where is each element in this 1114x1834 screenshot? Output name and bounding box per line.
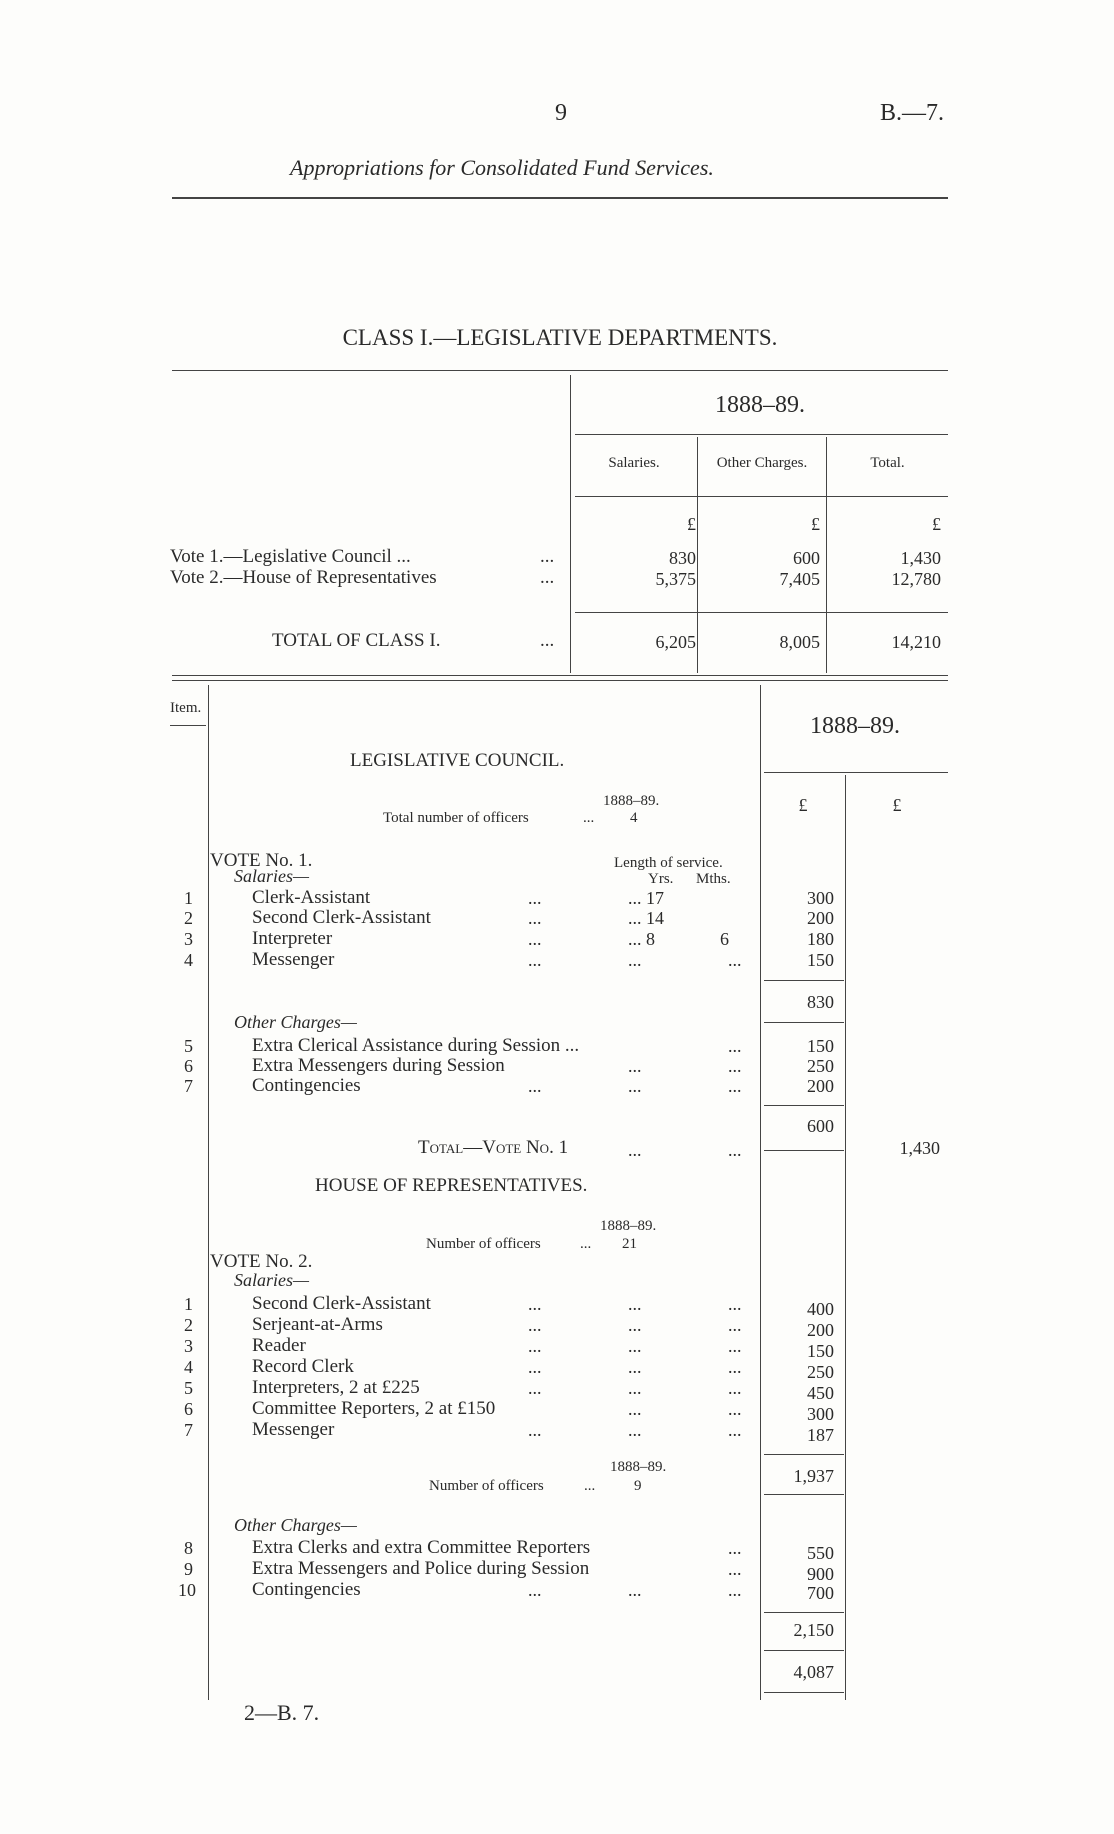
item-number: 9 (184, 1559, 193, 1579)
item-name: Extra Messengers and Police during Session (252, 1558, 590, 1579)
leader-dots: ... (528, 908, 542, 928)
leader-dots: ... (628, 1399, 642, 1419)
header-rule (172, 197, 948, 199)
leader-dots: ... (580, 1236, 592, 1252)
leader-dots: ... (628, 1140, 642, 1160)
leader-dots: ... (728, 1056, 742, 1076)
page-subtitle: Appropriations for Consolidated Fund Services. (290, 155, 714, 180)
total-value: 1,430 (900, 548, 941, 568)
other-charges-subtotal: 2,150 (793, 1620, 834, 1640)
leader-dots: ... (628, 1056, 642, 1076)
salaries-label: Salaries— (234, 866, 310, 886)
vote-label: VOTE No. 1. (210, 850, 313, 871)
currency-symbol: £ (892, 795, 902, 815)
leader-dots: ... (540, 567, 555, 588)
summary-year: 1888–89. (715, 392, 805, 418)
leader-dots: ... (528, 888, 542, 908)
col-salaries: Salaries. (608, 455, 660, 471)
officers-count: 9 (634, 1478, 642, 1494)
total-other-charges: 8,005 (779, 632, 820, 652)
subtotal-rule (764, 1105, 844, 1106)
leader-dots: ... (728, 1538, 742, 1558)
signature-footer: 2—B. 7. (244, 1700, 320, 1725)
other-charges-value: 600 (793, 548, 820, 568)
total-label: TOTAL OF CLASS I. (272, 630, 441, 651)
service-months: 6 (720, 929, 729, 949)
amount: 300 (807, 1404, 834, 1424)
item-name: Messenger (252, 1419, 335, 1440)
leader-dots: ... (540, 630, 555, 651)
item-number: 3 (184, 929, 193, 949)
leader-dots: ... (583, 810, 595, 826)
item-name: Record Clerk (252, 1356, 354, 1377)
item-name: Contingencies (252, 1579, 361, 1600)
item-name: Extra Messengers during Session (252, 1055, 505, 1076)
item-number: 1 (184, 1294, 193, 1314)
leader-dots: ... (528, 1315, 542, 1335)
officers-label: Number of officers (426, 1236, 541, 1252)
leader-dots: ... (540, 546, 555, 567)
item-name: Extra Clerical Assistance during Session ... (252, 1035, 580, 1056)
currency-symbol: £ (932, 514, 941, 534)
item-number: 6 (184, 1399, 193, 1419)
leader-dots: ... (528, 1294, 542, 1314)
subtotal-rule (764, 1494, 844, 1495)
yrs-label: Yrs. (648, 871, 674, 887)
officers-year: 1888–89. (603, 793, 660, 809)
currency-symbol: £ (811, 514, 820, 534)
other-charges-subtotal: 600 (807, 1116, 834, 1136)
amount: 180 (807, 929, 834, 949)
officers-year: 1888–89. (600, 1218, 657, 1234)
leader-dots: ... (728, 1420, 742, 1440)
leader-dots: ... (728, 1076, 742, 1096)
leader-dots: ... (628, 1420, 642, 1440)
item-number: 6 (184, 1056, 193, 1076)
total-total: 14,210 (891, 632, 941, 652)
item-number: 8 (184, 1538, 193, 1558)
amount: 450 (807, 1383, 834, 1403)
vote-subtotal: 4,087 (793, 1662, 834, 1682)
item-name: Second Clerk-Assistant (252, 907, 431, 928)
detail-year: 1888–89. (810, 713, 900, 739)
subtotal-rule (764, 1612, 844, 1613)
leader-dots: ... (728, 1580, 742, 1600)
subtotal-column-divider (845, 775, 846, 1700)
amount: 300 (807, 888, 834, 908)
subtotal-rule (764, 1692, 844, 1693)
amount: 200 (807, 1076, 834, 1096)
item-number: 7 (184, 1076, 193, 1096)
amount: 250 (807, 1056, 834, 1076)
leader-dots: ... (528, 1420, 542, 1440)
amount: 550 (807, 1543, 834, 1563)
leader-dots: ... (728, 1315, 742, 1335)
salaries-value: 5,375 (655, 569, 696, 589)
leader-dots: ... (728, 1559, 742, 1579)
summary-top-rule (172, 370, 948, 371)
subtotal-rule (764, 1650, 844, 1651)
item-name: Contingencies (252, 1075, 361, 1096)
item-name: Clerk-Assistant (252, 887, 371, 908)
officers-label: Total number of officers (383, 810, 529, 826)
salaries-subtotal: 830 (807, 992, 834, 1012)
amount: 400 (807, 1299, 834, 1319)
total-salaries: 6,205 (655, 632, 696, 652)
officers-count: 4 (630, 810, 638, 826)
item-header: Item. (170, 700, 202, 716)
officers-label: Number of officers (429, 1478, 544, 1494)
leader-dots: ... (628, 1076, 642, 1096)
vote-total-label: Total—Vote No. 1 (418, 1137, 569, 1158)
summary-header-rule (575, 496, 948, 497)
item-number: 3 (184, 1336, 193, 1356)
leader-dots: ... (628, 1378, 642, 1398)
vote-total: 1,430 (899, 1138, 940, 1158)
vote-label: VOTE No. 2. (210, 1251, 313, 1272)
summary-left-divider (570, 375, 571, 673)
salaries-label: Salaries— (234, 1270, 310, 1290)
summary-bottom-rule (172, 675, 948, 676)
item-name: Reader (252, 1335, 306, 1356)
leader-dots: ... (528, 1357, 542, 1377)
item-name: Messenger (252, 949, 335, 970)
currency-symbol: £ (798, 795, 808, 815)
item-number: 4 (184, 1357, 193, 1377)
amount: 700 (807, 1583, 834, 1603)
officers-count: 21 (622, 1236, 637, 1252)
item-number: 5 (184, 1036, 193, 1056)
subtotal-rule (764, 1150, 844, 1151)
summary-year-rule (575, 434, 948, 435)
currency-symbol: £ (687, 514, 696, 534)
amount: 200 (807, 1320, 834, 1340)
leader-dots: ... (528, 1336, 542, 1356)
summary-total-rule (575, 612, 948, 613)
amount: 150 (807, 950, 834, 970)
other-charges-value: 7,405 (779, 569, 820, 589)
item-header-rule (170, 725, 206, 726)
amount-column-divider (760, 685, 761, 1700)
col-other-charges: Other Charges. (716, 455, 808, 471)
length-of-service-label: Length of service. (614, 855, 723, 871)
salaries-value: 830 (669, 548, 696, 568)
amount: 150 (807, 1036, 834, 1056)
leader-dots: ... (528, 929, 542, 949)
item-name: Extra Clerks and extra Committee Reporters (252, 1537, 591, 1558)
item-number: 2 (184, 1315, 193, 1335)
service-years: ... 8 (628, 929, 655, 949)
item-name: Interpreter (252, 928, 333, 949)
row-label: Vote 1.—Legislative Council ... (170, 546, 411, 567)
section-title: LEGISLATIVE COUNCIL. (350, 750, 565, 771)
item-name: Serjeant-at-Arms (252, 1314, 383, 1335)
amount: 150 (807, 1341, 834, 1361)
amount: 200 (807, 908, 834, 928)
class-title: CLASS I.—LEGISLATIVE DEPARTMENTS. (342, 325, 778, 350)
item-name: Committee Reporters, 2 at £150 (252, 1398, 496, 1419)
document-reference: B.—7. (880, 100, 945, 126)
item-number: 2 (184, 908, 193, 928)
total-value: 12,780 (891, 569, 941, 589)
salaries-subtotal: 1,937 (793, 1466, 834, 1486)
item-number: 4 (184, 950, 193, 970)
subtotal-rule (764, 1454, 844, 1455)
service-years: ... 17 (628, 888, 664, 908)
service-months: ... (728, 950, 742, 970)
leader-dots: ... (728, 1336, 742, 1356)
row-label: Vote 2.—House of Representatives (170, 567, 437, 588)
leader-dots: ... (528, 1580, 542, 1600)
detail-year-rule (764, 772, 948, 773)
item-number: 1 (184, 888, 193, 908)
service-years: ... (628, 950, 642, 970)
col-total: Total. (870, 455, 905, 471)
page-number: 9 (555, 100, 567, 126)
leader-dots: ... (728, 1378, 742, 1398)
summary-bottom-rule-2 (172, 680, 948, 681)
leader-dots: ... (628, 1580, 642, 1600)
service-years: ... 14 (628, 908, 664, 928)
leader-dots: ... (528, 950, 542, 970)
leader-dots: ... (528, 1378, 542, 1398)
item-number: 5 (184, 1378, 193, 1398)
officers-year: 1888–89. (610, 1459, 667, 1475)
leader-dots: ... (728, 1399, 742, 1419)
subtotal-rule (764, 980, 844, 981)
item-name: Second Clerk-Assistant (252, 1293, 431, 1314)
other-charges-label: Other Charges— (234, 1515, 357, 1535)
leader-dots: ... (628, 1357, 642, 1377)
item-name: Interpreters, 2 at £225 (252, 1377, 420, 1398)
amount: 250 (807, 1362, 834, 1382)
mths-label: Mths. (696, 871, 731, 887)
leader-dots: ... (728, 1357, 742, 1377)
amount: 900 (807, 1564, 834, 1584)
other-charges-label: Other Charges— (234, 1012, 357, 1032)
leader-dots: ... (728, 1294, 742, 1314)
leader-dots: ... (728, 1140, 742, 1160)
section-title: HOUSE OF REPRESENTATIVES. (315, 1175, 588, 1196)
item-number: 7 (184, 1420, 193, 1440)
leader-dots: ... (628, 1294, 642, 1314)
amount: 187 (807, 1425, 834, 1445)
leader-dots: ... (728, 1036, 742, 1056)
leader-dots: ... (584, 1478, 596, 1494)
subtotal-rule (764, 1022, 844, 1023)
leader-dots: ... (628, 1336, 642, 1356)
leader-dots: ... (528, 1076, 542, 1096)
leader-dots: ... (628, 1315, 642, 1335)
item-column-divider (208, 685, 209, 1700)
item-number: 10 (178, 1580, 196, 1600)
